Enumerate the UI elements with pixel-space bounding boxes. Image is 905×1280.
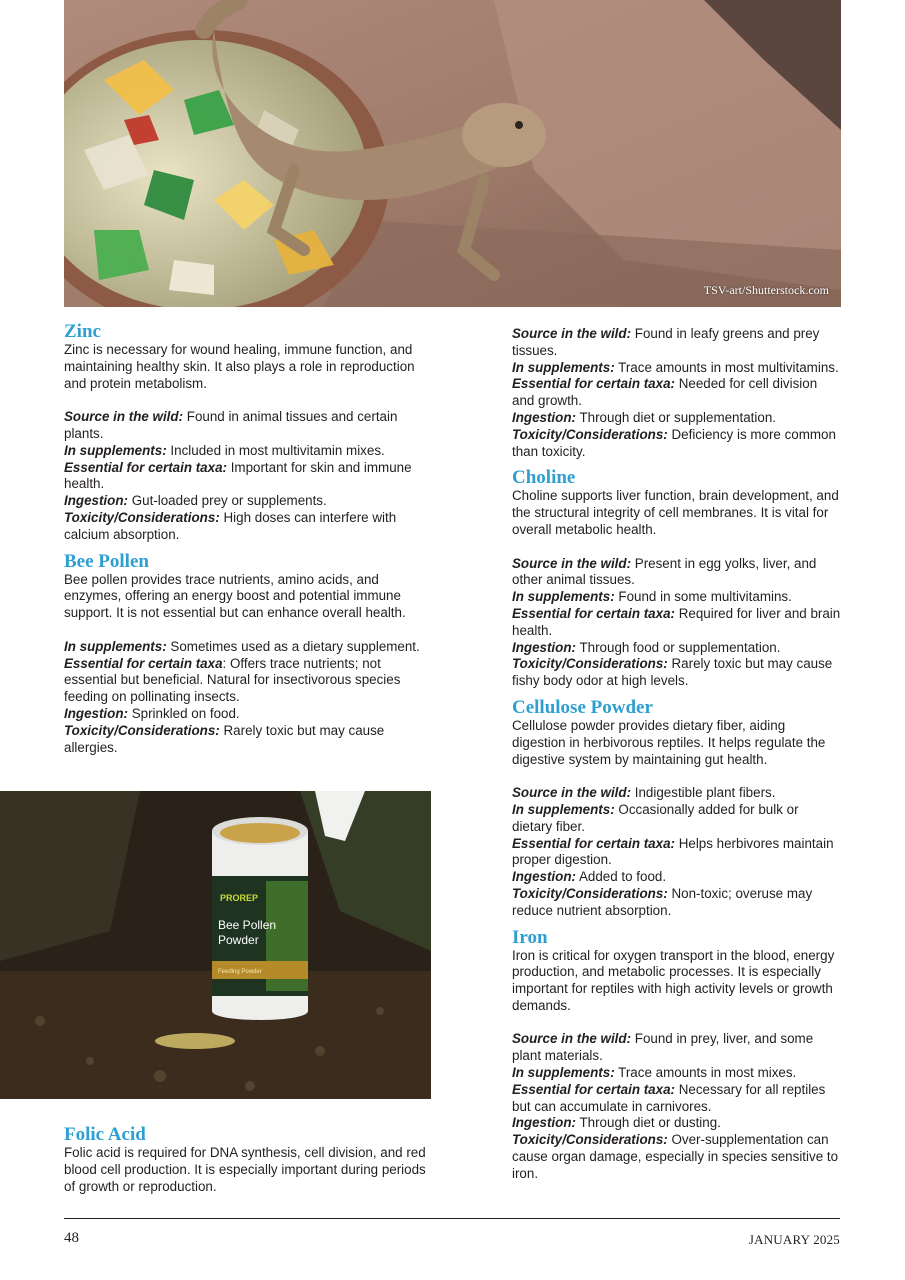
bee-pollen-supp-text: Sometimes used as a dietary supplement. xyxy=(166,638,420,654)
zinc-supp-label: In supplements: xyxy=(64,442,167,458)
bee-pollen-ingestion xyxy=(64,706,434,723)
zinc-source xyxy=(64,409,434,443)
cellulose-ingestion xyxy=(512,869,842,886)
iron-essential-label: Essential for certain taxa: xyxy=(512,1081,675,1097)
bee-pollen-supp-label: In supplements: xyxy=(64,638,167,654)
cellulose-source-text: Indigestible plant fibers. xyxy=(631,785,776,801)
choline-ingestion-label: Ingestion: xyxy=(512,639,576,655)
zinc-toxicity-label: Toxicity/Considerations: xyxy=(64,509,220,525)
folic-source-text: Found in leafy greens and prey tissues. xyxy=(512,326,820,358)
cellulose-toxicity xyxy=(512,886,842,920)
page-number: 48 xyxy=(64,1230,79,1246)
choline-source-text: Present in egg yolks, liver, and other animal tissues. xyxy=(512,555,817,588)
cellulose-supp-label: In supplements: xyxy=(512,801,615,817)
footer-divider xyxy=(64,1218,840,1219)
section-title-choline: Choline xyxy=(512,467,576,489)
choline-toxicity-label: Toxicity/Considerations: xyxy=(512,656,668,672)
zinc-essential-label: Essential for certain taxa: xyxy=(64,459,227,475)
iron-toxicity-label: Toxicity/Considerations: xyxy=(512,1132,668,1148)
zinc-description: Zinc is necessary for wound healing, immune function, and maintaining healthy skin. It also plays a role in reproduction and protein metabolism. xyxy=(64,342,415,391)
bee-pollen-essential-label: Essential for certain taxa xyxy=(64,655,223,671)
choline-source-label: Source in the wild: xyxy=(512,555,632,571)
iron-source-text: Found in prey, liver, and some plant materials. xyxy=(512,1031,814,1064)
choline-toxicity-text: Rarely toxic but may cause fishy body odor at high levels. xyxy=(512,656,833,689)
cellulose-source xyxy=(512,785,842,802)
bee-pollen-ingestion-text: Sprinkled on food. xyxy=(127,705,240,721)
section-title-cellulose: Cellulose Powder xyxy=(512,696,653,718)
jar-subtitle: Feeding Powder xyxy=(218,969,262,975)
cellulose-essential-label: Essential for certain taxa: xyxy=(512,835,675,851)
folic-supplements xyxy=(512,360,842,377)
left-column xyxy=(64,322,434,756)
choline-essential-label: Essential for certain taxa: xyxy=(512,605,675,621)
zinc-ingestion xyxy=(64,493,434,510)
folic-ingestion-label: Ingestion: xyxy=(512,409,576,425)
bee-pollen-jar-photo xyxy=(0,791,431,1099)
zinc-essential-text: Important for skin and immune health. xyxy=(64,459,412,492)
cellulose-ingestion-label: Ingestion: xyxy=(512,869,576,885)
folic-source-label: Source in the wild: xyxy=(512,326,632,341)
iron-ingestion-text: Through diet or dusting. xyxy=(575,1115,721,1131)
choline-source xyxy=(512,556,842,590)
choline-description: Choline supports liver function, brain development, and the structural integrity of cell membranes. It is vital for overall metabolic health. xyxy=(512,488,839,537)
cellulose-essential xyxy=(512,836,842,870)
bee-pollen-jar-illustration xyxy=(0,791,431,1099)
choline-ingestion xyxy=(512,640,842,657)
jar-product-name-line2: Powder xyxy=(218,933,259,947)
iron-supp-text: Trace amounts in most mixes. xyxy=(614,1065,797,1081)
folic-toxicity-label: Toxicity/Considerations: xyxy=(512,426,668,442)
cellulose-description: Cellulose powder provides dietary fiber, aiding digestion in herbivorous reptiles. It helps regulate the digestive system by maintaining gut health. xyxy=(512,717,826,767)
folic-essential xyxy=(512,376,842,410)
iron-ingestion-label: Ingestion: xyxy=(512,1115,576,1131)
right-column xyxy=(512,326,842,1183)
iron-essential xyxy=(512,1082,842,1116)
bee-pollen-supplements xyxy=(64,639,434,656)
bee-pollen-ingestion-label: Ingestion: xyxy=(64,705,128,721)
cellulose-essential-text: Helps herbivores maintain proper digestion. xyxy=(512,835,834,868)
bee-pollen-description: Bee pollen provides trace nutrients, amino acids, and enzymes, offering an energy boost and potential immune support. It is not essential but can enhance overall health. xyxy=(64,571,406,621)
folic-acid-intro xyxy=(64,1125,434,1195)
iron-essential-text: Necessary for all reptiles but can accumulate in carnivores. xyxy=(512,1081,826,1114)
bee-pollen-essential xyxy=(64,656,434,706)
photo-credit: TSV-art/Shutterstock.com xyxy=(703,283,829,297)
zinc-supplements xyxy=(64,443,434,460)
zinc-toxicity-text: High doses can interfere with calcium absorption. xyxy=(64,509,397,542)
choline-supp-text: Found in some multivitamins. xyxy=(614,589,792,605)
folic-essential-text: Needed for cell division and growth. xyxy=(512,376,818,409)
choline-toxicity xyxy=(512,656,842,690)
iron-toxicity xyxy=(512,1132,842,1182)
bee-pollen-toxicity-text: Rarely toxic but may cause allergies. xyxy=(64,722,385,755)
section-title-zinc: Zinc xyxy=(64,321,101,342)
folic-supp-label: In supplements: xyxy=(512,359,615,375)
issue-date: JANUARY 2025 xyxy=(748,1232,840,1247)
folic-acid-description: Folic acid is required for DNA synthesis, cell division, and red blood cell production. It is especially important during periods of growth or reproduction. xyxy=(64,1145,426,1194)
choline-essential xyxy=(512,606,842,640)
choline-essential-text: Required for liver and brain health. xyxy=(512,605,841,638)
iron-description: Iron is critical for oxygen transport in the blood, energy production, and metabolic processes. It is especially important for reptiles with high activity levels or growth demands. xyxy=(512,947,835,1013)
folic-toxicity xyxy=(512,427,842,461)
cellulose-toxicity-text: Non-toxic; overuse may reduce nutrient absorption. xyxy=(512,885,813,918)
choline-supplements xyxy=(512,589,842,606)
section-title-iron: Iron xyxy=(512,926,548,948)
zinc-ingestion-text: Gut-loaded prey or supplements. xyxy=(127,493,327,509)
folic-essential-label: Essential for certain taxa: xyxy=(512,376,675,392)
folic-source xyxy=(512,326,842,360)
zinc-essential xyxy=(64,460,434,494)
zinc-ingestion-label: Ingestion: xyxy=(64,493,128,509)
section-title-bee-pollen: Bee Pollen xyxy=(64,550,149,572)
jar-product-name: Bee Pollen xyxy=(218,918,277,932)
folic-supp-text: Trace amounts in most multivitamins. xyxy=(614,359,839,375)
iron-toxicity-text: Over-supplementation can cause organ damage, especially in species sensitive to iron. xyxy=(512,1132,839,1181)
cellulose-supplements xyxy=(512,802,842,836)
iron-source xyxy=(512,1031,842,1065)
bearded-dragon-illustration xyxy=(64,0,841,307)
choline-supp-label: In supplements: xyxy=(512,589,615,605)
zinc-toxicity xyxy=(64,510,434,544)
cellulose-supp-text: Occasionally added for bulk or dietary fiber. xyxy=(512,801,799,834)
folic-ingestion xyxy=(512,410,842,427)
iron-supplements xyxy=(512,1065,842,1082)
section-title-folic-acid: Folic Acid xyxy=(64,1124,146,1145)
iron-supp-label: In supplements: xyxy=(512,1065,615,1081)
iron-source-label: Source in the wild: xyxy=(512,1031,632,1047)
cellulose-ingestion-text: Added to food. xyxy=(575,869,667,885)
cellulose-toxicity-label: Toxicity/Considerations: xyxy=(512,885,668,901)
zinc-source-text: Found in animal tissues and certain plants. xyxy=(64,409,398,441)
iron-ingestion xyxy=(512,1115,842,1132)
zinc-supp-text: Included in most multivitamin mixes. xyxy=(166,442,385,458)
jar-brand: PROREP xyxy=(220,893,259,903)
bee-pollen-essential-text: : Offers trace nutrients; not essential but beneficial. Natural for insectivorous species feeding on pollinating insects. xyxy=(64,655,401,705)
bearded-dragon-photo xyxy=(64,0,841,307)
cellulose-source-label: Source in the wild: xyxy=(512,785,632,801)
bee-pollen-toxicity-label: Toxicity/Considerations: xyxy=(64,722,220,738)
folic-ingestion-text: Through diet or supplementation. xyxy=(575,409,776,425)
bee-pollen-toxicity xyxy=(64,723,434,757)
zinc-source-label: Source in the wild: xyxy=(64,409,184,425)
folic-toxicity-text: Deficiency is more common than toxicity. xyxy=(512,426,836,459)
choline-ingestion-text: Through food or supplementation. xyxy=(575,639,781,655)
